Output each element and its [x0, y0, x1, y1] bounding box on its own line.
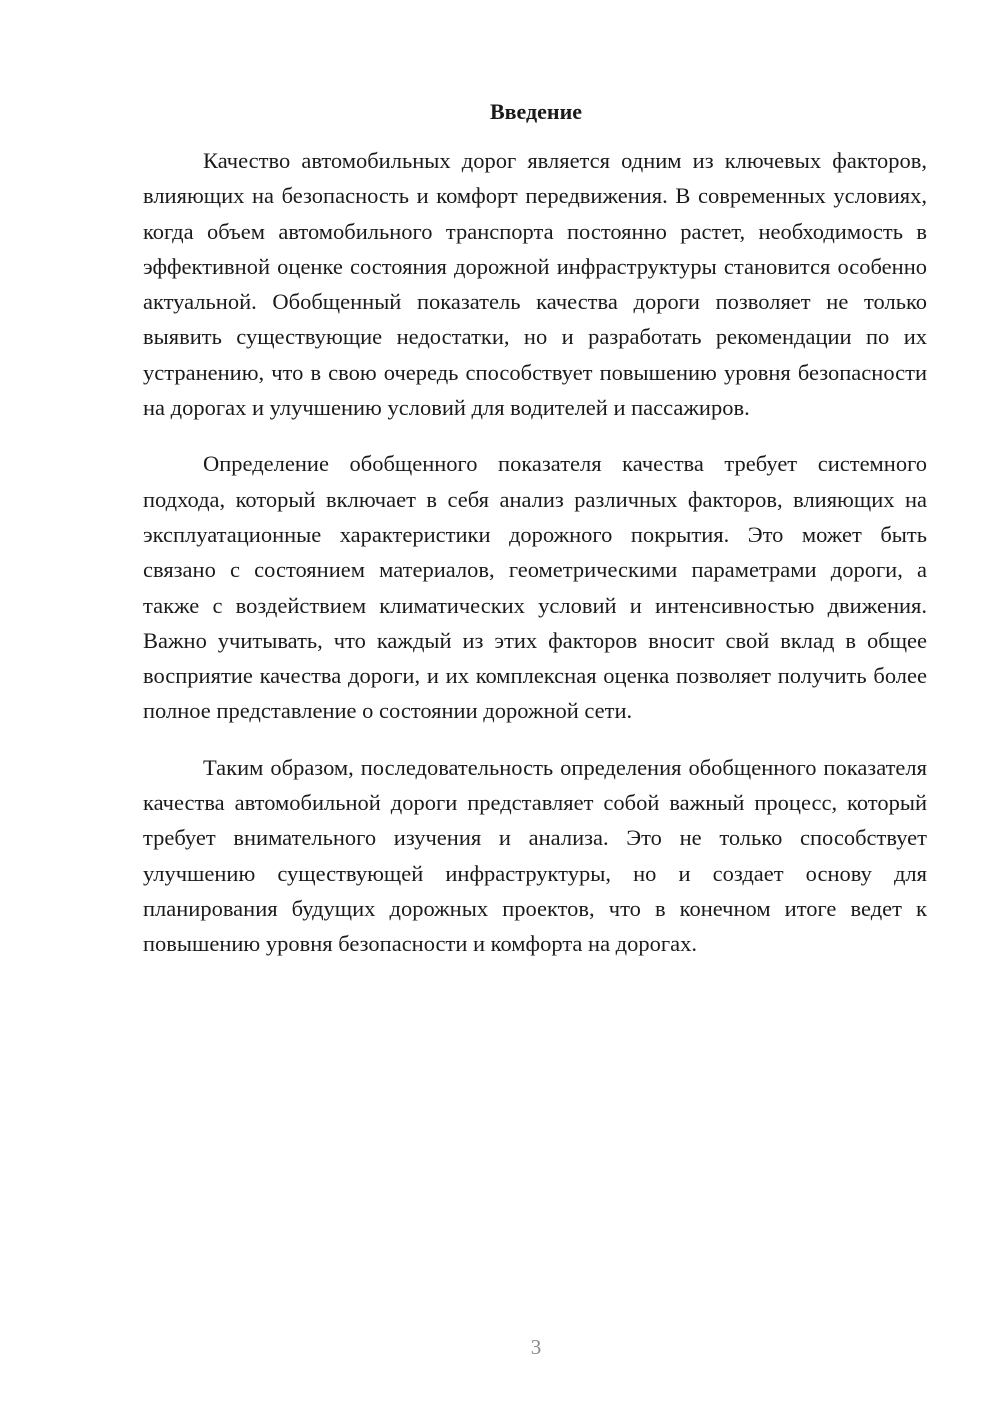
paragraph-3: Таким образом, последовательность определения обобщенного показателя качества автомобильной дороги представляет собой важный процесс, который требует внимательного изучения и анализа. Это не только способствует улучшению существующей инфраструктуры, но и создает основу для планирования будущих дорожных проектов, что в конечном итоге ведет к повышению уровня безопасности и комфорта на дорогах.	[143, 754, 927, 957]
paragraph-2: Определение обобщенного показателя качества требует системного подхода, который включает в себя анализ различных факторов, влияющих на эксплуатационные характеристики дорожного покрытия. Это может быть связано с состоянием материалов, геометрическими параметрами дороги, а также с воздействием климатических условий и интенсивностью движения. Важно учитывать, что каждый из этих факторов вносит свой вклад в общее восприятие качества дороги, и их комплексная оценка позволяет получить более полное представление о состоянии дорожной сети.	[143, 451, 927, 724]
body-text	[143, 143, 927, 983]
paragraph-1: Качество автомобильных дорог является одним из ключевых факторов, влияющих на безопасность и комфорт передвижения. В современных условиях, когда объем автомобильного транспорта постоянно растет, необходимость в эффективной оценке состояния дорожной инфраструктуры становится особенно актуальной. Обобщенный показатель качества дороги позволяет не только выявить существующие недостатки, но и разработать рекомендации по их устранению, что в свою очередь способствует повышению уровня безопасности на дорогах и улучшению условий для водителей и пассажиров.	[143, 148, 927, 421]
section-title: Введение	[489, 99, 583, 124]
page-number: 3	[530, 1335, 542, 1359]
